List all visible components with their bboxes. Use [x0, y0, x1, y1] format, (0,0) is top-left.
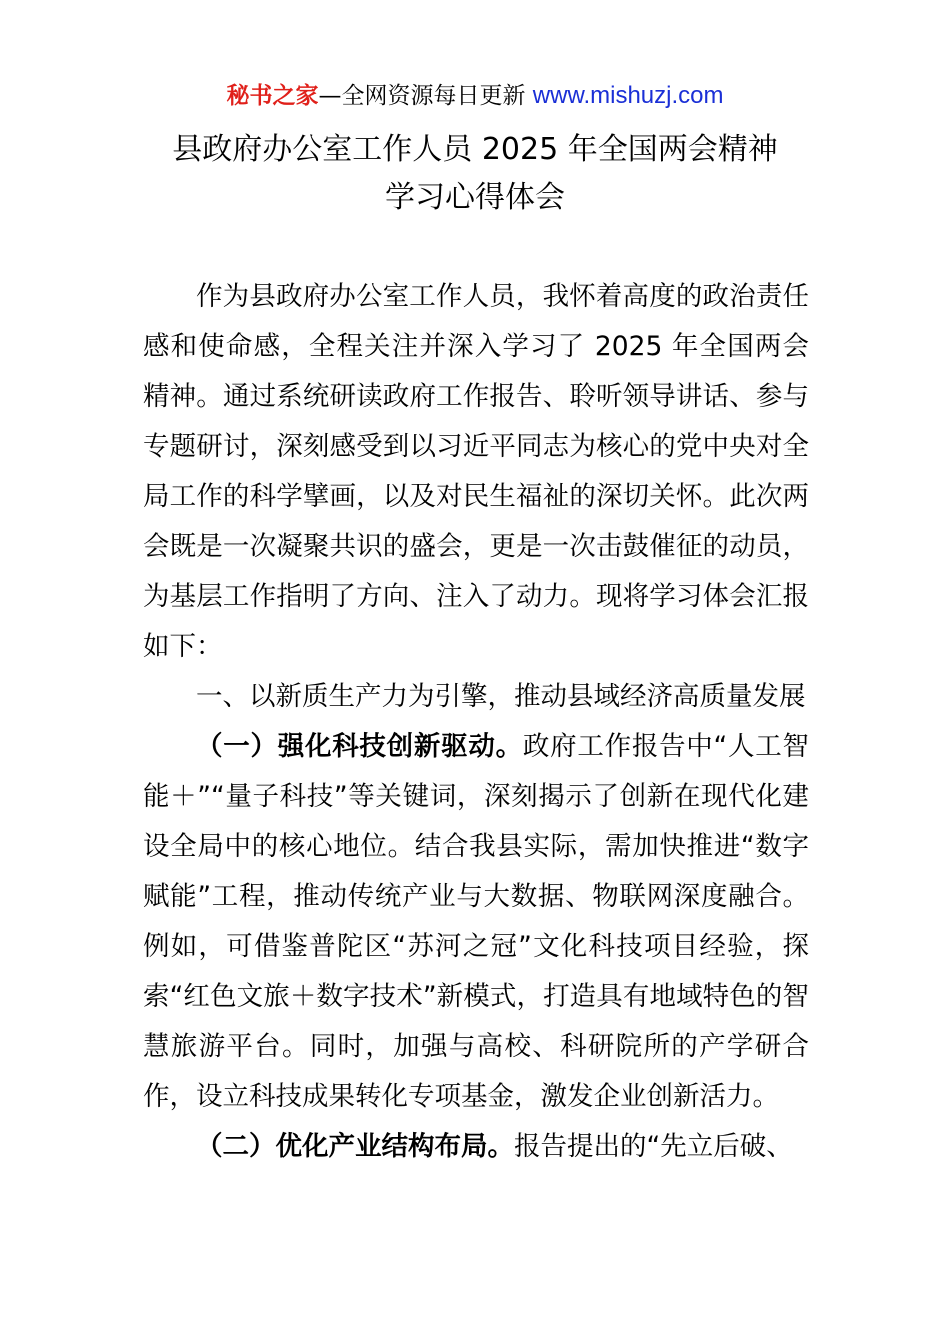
- header-slogan: —全网资源每日更新: [318, 83, 533, 109]
- subsection-1-paragraph: [143, 722, 809, 1122]
- subsection-2-text: 报告提出的“先立后破、: [514, 1131, 793, 1162]
- brand-name: 秘书之家: [226, 83, 319, 109]
- subsection-1-lead: （一）强化科技创新驱动。: [196, 731, 523, 762]
- title-line-2: 学习心得体会: [385, 180, 565, 215]
- document-title: [100, 126, 850, 222]
- subsection-2-paragraph: [143, 1122, 809, 1172]
- site-header: [0, 80, 950, 112]
- subsection-2-lead: （二）优化产业结构布局。: [196, 1131, 514, 1162]
- section-1-heading: 一、以新质生产力为引擎，推动县域经济高质量发展: [196, 681, 806, 712]
- site-url-link[interactable]: www.mishuzj.com: [532, 82, 724, 109]
- document-body: [143, 272, 809, 1172]
- title-line-1: 县政府办公室工作人员 2025 年全国两会精神: [172, 132, 778, 167]
- intro-paragraph: 作为县政府办公室工作人员，我怀着高度的政治责任感和使命感，全程关注并深入学习了 2025 年全国两会精神。通过系统研读政府工作报告、聆听领导讲话、参与专题研讨，深刻感受到以习近平同志为核心的党中央对全局工作的科学擘画，以及对民生福祉的深切关怀。此次两会既是一次凝聚共识的盛会，更是一次击鼓催征的动员，为基层工作指明了方向、注入了动力。现将学习体会汇报如下：: [143, 281, 809, 662]
- subsection-1-text: 政府工作报告中“人工智能＋”“量子科技”等关键词，深刻揭示了创新在现代化建设全局中的核心地位。结合我县实际，需加快推进“数字赋能”工程，推动传统产业与大数据、物联网深度融合。例如，可借鉴普陀区“苏河之冠”文化科技项目经验，探索“红色文旅＋数字技术”新模式，打造具有地域特色的智慧旅游平台。同时，加强与高校、科研院所的产学研合作，设立科技成果转化专项基金，激发企业创新活力。: [143, 731, 809, 1112]
